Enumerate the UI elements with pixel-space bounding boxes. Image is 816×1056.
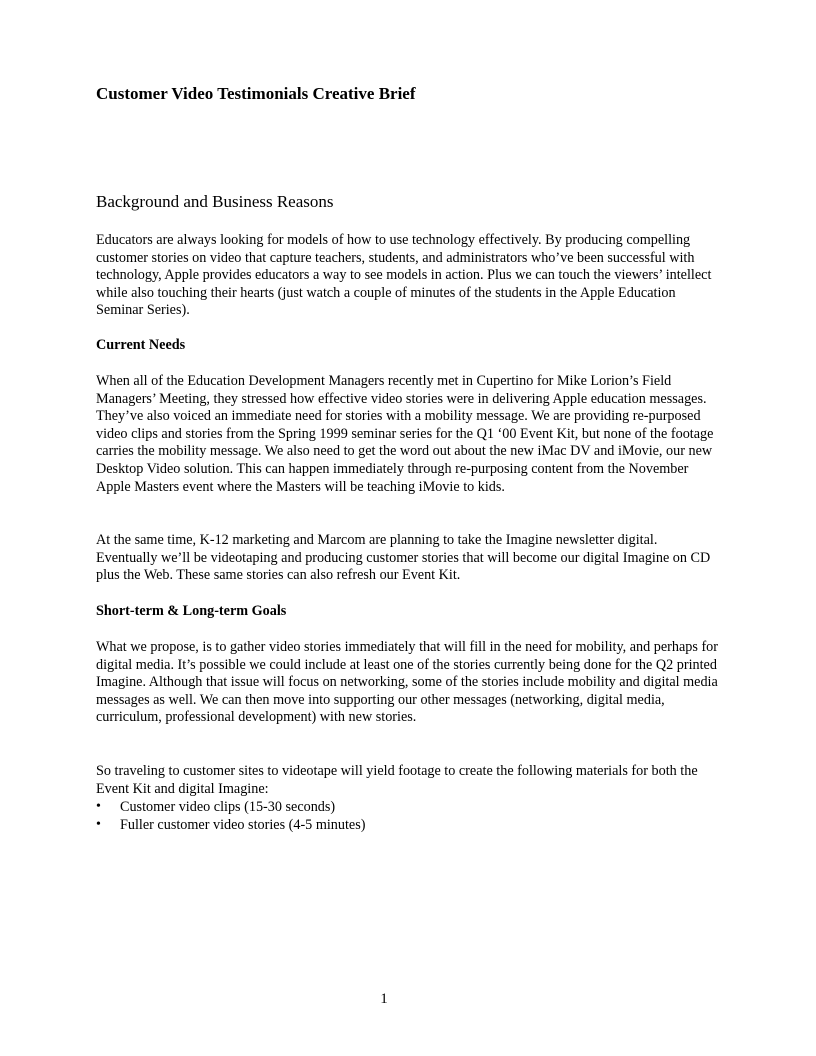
page-number: 1 xyxy=(380,991,388,1007)
list-item-text: Fuller customer video stories (4-5 minutes) xyxy=(120,817,366,833)
deliverables-list xyxy=(96,798,365,834)
list-item xyxy=(96,798,365,816)
current-needs-heading: Current Needs xyxy=(96,337,186,353)
goals-paragraph-1: What we propose, is to gather video stories immediately that will fill in the need for mobility, and perhaps for digital media. It’s possible we could include at least one of the stories currently being done for the Q2 printed Imagine. Although that issue will focus on networking, some of the stories include mobility and digital media messages as well. We can then move into supporting our other messages (networking, digital media, curriculum, professional development) with new stories. xyxy=(96,639,718,726)
document-title: Customer Video Testimonials Creative Brief xyxy=(96,84,416,103)
current-needs-paragraph-2: At the same time, K-12 marketing and Marcom are planning to take the Imagine newsletter digital. Eventually we’ll be videotaping and producing customer stories that will become our digital Imagine on CD plus the Web. These same stories can also refresh our Event Kit. xyxy=(96,532,711,584)
background-paragraph: Educators are always looking for models of how to use technology effectively. By producing compelling customer stories on video that capture teachers, students, and administrators who’ve been successful with technology, Apple provides educators a way to see models in action. Plus we can touch the viewers’ intellect while also touching their hearts (just watch a couple of minutes of the students in the Apple Education Seminar Series). xyxy=(96,232,712,319)
list-item-text: Customer video clips (15-30 seconds) xyxy=(120,799,336,815)
current-needs-paragraph-1: When all of the Education Development Managers recently met in Cupertino for Mike Lorion’s Field Managers’ Meeting, they stressed how effective video stories were in delivering Apple education messages. They’ve also voiced an immediate need for stories with a mobility message. We are providing re-purposed video clips and stories from the Spring 1999 seminar series for the Q1 ‘00 Event Kit, but none of the footage carries the mobility message. We also need to get the word out about the new iMac DV and iMovie, our new Desktop Video solution. This can happen immediately through re-purposing content from the November Apple Masters event where the Masters will be teaching iMovie to kids. xyxy=(96,373,714,495)
goals-paragraph-2: So traveling to customer sites to videotape will yield footage to create the following materials for both the Event Kit and digital Imagine: xyxy=(96,763,698,797)
background-heading: Background and Business Reasons xyxy=(96,192,334,211)
bullet-icon: • xyxy=(96,799,101,814)
list-item xyxy=(96,816,365,834)
goals-heading: Short-term & Long-term Goals xyxy=(96,603,287,619)
bullet-icon: • xyxy=(96,817,101,832)
